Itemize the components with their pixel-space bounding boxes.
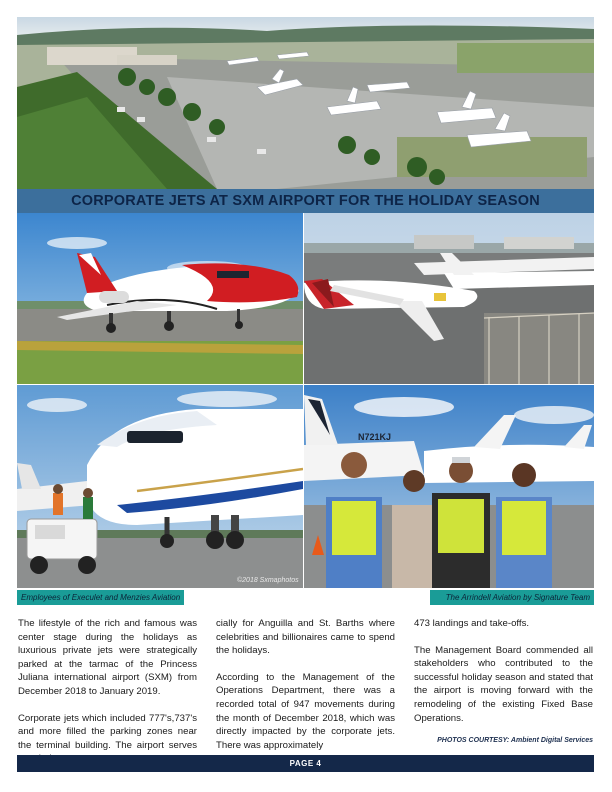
paragraph: cially for Anguilla and St. Barths where celebrities and billionaires came to spend the holidays.	[216, 618, 395, 657]
caption-right-text: The Arrindell Aviation by Signature Team	[445, 593, 590, 602]
red-jet-photo	[17, 213, 303, 384]
paragraph: The Management Board commended all stakeholders who contributed to the successful holiday season and stated that the airport is moving forward with the remodeling of the existing Fixed Base Operations.	[414, 644, 593, 724]
caption-left	[17, 590, 184, 605]
aerial-apron-photo	[17, 17, 594, 189]
jet-tug-photo	[17, 385, 303, 588]
caption-right	[430, 590, 594, 605]
paragraph: The lifestyle of the rich and famous was center stage during the holidays as luxurious private jets were strategically parked at the tarmac of the Princess Juliana international airport (SXM) from December 2018 to January 2019.	[18, 618, 197, 697]
footer-bar	[17, 755, 594, 772]
photo-credit: PHOTOS COURTESY: Ambient Digital Services	[437, 737, 593, 744]
headline-bar	[17, 189, 594, 213]
caption-left-text: Employees of Execulet and Menzies Aviation	[21, 593, 181, 602]
page-number: PAGE 4	[289, 759, 322, 768]
article-column-2	[216, 617, 395, 765]
team-photo	[304, 385, 594, 588]
tail-number: N721KJ	[358, 432, 392, 442]
paragraph: According to the Management of the Operations Department, there was a recorded total of 947 movements during the month of December 2018, which was directly impacted by the corporate jets. There was approximately	[216, 671, 395, 751]
article-column-3	[414, 617, 593, 738]
photo-watermark: ©2018 Sxmaphotos	[237, 577, 299, 584]
parked-jets-photo	[304, 213, 594, 384]
headline: CORPORATE JETS AT SXM AIRPORT FOR THE HOLIDAY SEASON	[71, 193, 540, 209]
paragraph: 473 landings and take-offs.	[414, 618, 530, 629]
paragraph: Corporate jets which included 777's,737's and more filled the parking zones near the terminal building. The airport serves	[18, 712, 197, 751]
